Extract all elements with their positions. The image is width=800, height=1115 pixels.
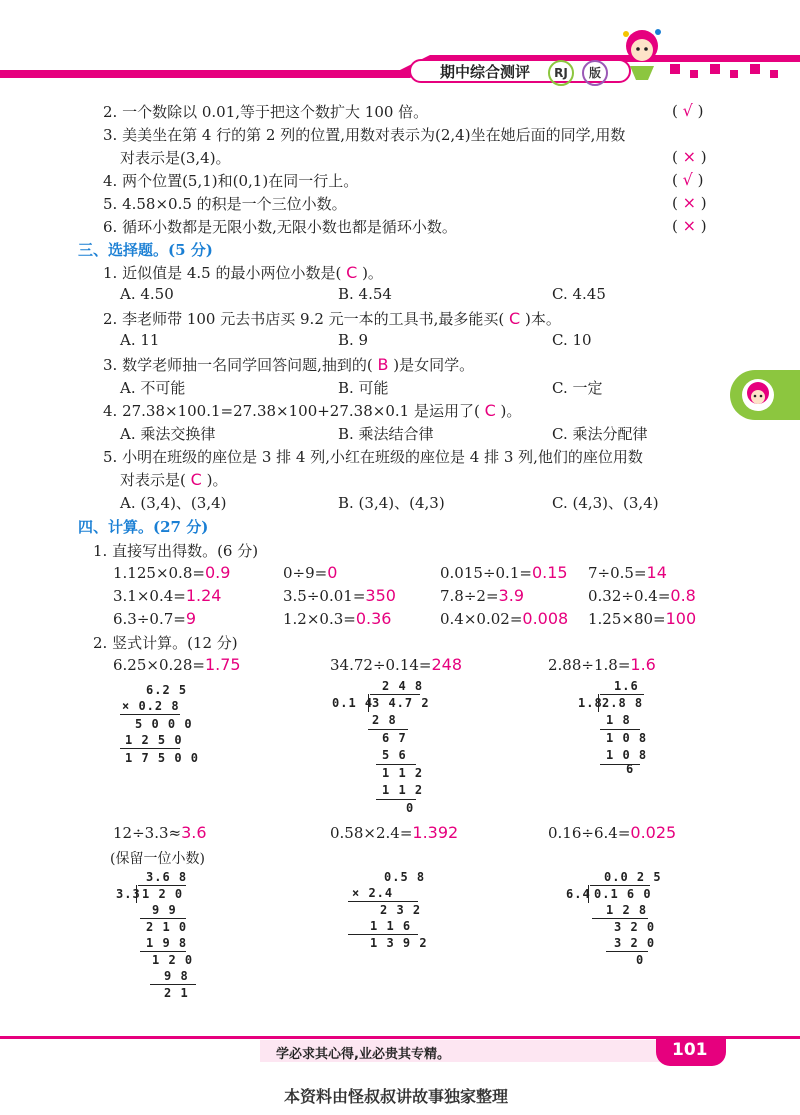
calc-line <box>376 764 416 765</box>
calc-line <box>120 714 180 715</box>
choice-q5-cont: 对表示是( C )。 <box>120 470 228 489</box>
direct-calc-title: 1. 直接写出得数。(6 分) <box>93 542 259 560</box>
judge-mark-4: ( √ ) <box>672 170 704 189</box>
judge-item-4: 4. 两个位置(5,1)和(0,1)在同一行上。 <box>103 172 359 190</box>
calc-line <box>592 918 648 919</box>
calc-line <box>368 729 408 730</box>
footer-motto: 学必求其心得,业必贵其专精。 <box>276 1047 450 1062</box>
direct-item: 3.5÷0.01=350 <box>283 586 396 605</box>
calc-line <box>376 799 416 800</box>
vertical-problem: 34.72÷0.14=248 <box>330 655 463 674</box>
option-a: A. 乘法交换律 <box>120 425 216 443</box>
calc-line <box>348 901 418 902</box>
option-c: C. 10 <box>552 331 592 349</box>
footer-credit: 本资料由怪叔叔讲故事独家整理 <box>284 1087 509 1106</box>
option-a: A. 4.50 <box>120 285 174 303</box>
calc-line <box>370 694 420 695</box>
choice-q1: 1. 近似值是 4.5 的最小两位小数是( C )。 <box>103 263 383 282</box>
judge-mark-6: ( × ) <box>672 216 707 235</box>
choice-q3: 3. 数学老师抽一名同学回答问题,抽到的( B )是女同学。 <box>103 355 475 374</box>
option-b: B. 乘法结合律 <box>338 425 434 443</box>
direct-item: 0.32÷0.4=0.8 <box>588 586 696 605</box>
cross-mark: × <box>682 147 697 166</box>
vertical-problem: 2.88÷1.8=1.6 <box>548 655 656 674</box>
check-mark: √ <box>682 101 693 120</box>
option-a: A. 不可能 <box>120 379 186 397</box>
direct-item: 0.015÷0.1=0.15 <box>440 563 568 582</box>
calc-line <box>140 918 186 919</box>
direct-item: 6.3÷0.7=9 <box>113 609 197 628</box>
option-b: B. 9 <box>338 331 369 349</box>
judge-mark-2: ( √ ) <box>672 101 704 120</box>
badge-rj: RJ <box>548 60 574 86</box>
section-title-choice: 三、选择题。(5 分) <box>78 241 213 259</box>
calc-line <box>120 748 180 749</box>
direct-item: 3.1×0.4=1.24 <box>113 586 222 605</box>
calc-line <box>138 885 186 886</box>
calc-line <box>606 951 648 952</box>
option-c: C. 4.45 <box>552 285 606 303</box>
judge-item-5: 5. 4.58×0.5 的积是一个三位小数。 <box>103 195 347 213</box>
badge-ban: 版 <box>582 60 608 86</box>
mascot-icon <box>612 20 672 82</box>
judge-item-3: 3. 美美坐在第 4 行的第 2 列的位置,用数对表示为(2,4)坐在她后面的同学,用数 <box>103 126 626 144</box>
judge-mark-3: ( × ) <box>672 147 707 166</box>
direct-item: 1.25×80=100 <box>588 609 697 628</box>
direct-item: 0÷9=0 <box>283 563 338 582</box>
calc-line <box>150 984 196 985</box>
vertical-calc-title: 2. 竖式计算。(12 分) <box>93 634 238 652</box>
calc-line <box>348 934 418 935</box>
direct-item: 1.2×0.3=0.36 <box>283 609 392 628</box>
judge-item-2: 2. 一个数除以 0.01,等于把这个数扩大 100 倍。 <box>103 103 429 121</box>
calc-line <box>600 729 640 730</box>
option-c: C. (4,3)、(3,4) <box>552 494 659 512</box>
choice-q5: 5. 小明在班级的座位是 3 排 4 列,小红在班级的座位是 4 排 3 列,他们的座位用数 <box>103 448 643 466</box>
page-number: 101 <box>672 1040 708 1060</box>
judge-item-6: 6. 循环小数都是无限小数,无限小数也都是循环小数。 <box>103 218 457 236</box>
calc-line <box>590 885 650 886</box>
cross-mark: × <box>682 193 697 212</box>
direct-item: 0.4×0.02=0.008 <box>440 609 569 628</box>
vertical-problem: 6.25×0.28=1.75 <box>113 655 241 674</box>
option-a: A. 11 <box>120 331 160 349</box>
section-title-calc: 四、计算。(27 分) <box>78 518 209 536</box>
option-a: A. (3,4)、(3,4) <box>120 494 227 512</box>
vertical-problem: 0.58×2.4=1.392 <box>330 823 459 842</box>
calc-line <box>600 694 644 695</box>
choice-q4: 4. 27.38×100.1=27.38×100+27.38×0.1 是运用了( C )。 <box>103 401 522 420</box>
cross-mark: × <box>682 216 697 235</box>
check-mark: √ <box>682 170 693 189</box>
mascot-face-icon <box>738 375 778 415</box>
header-ribbon <box>0 0 800 95</box>
direct-item: 1.125×0.8=0.9 <box>113 563 231 582</box>
option-c: C. 乘法分配律 <box>552 425 648 443</box>
option-c: C. 一定 <box>552 379 603 397</box>
vertical-problem: 0.16÷6.4=0.025 <box>548 823 677 842</box>
vertical-problem: 12÷3.3≈3.6 <box>113 823 207 842</box>
choice-q2: 2. 李老师带 100 元去书店买 9.2 元一本的工具书,最多能买( C )本。 <box>103 309 561 328</box>
direct-item: 7.8÷2=3.9 <box>440 586 524 605</box>
round-note: (保留一位小数) <box>110 851 205 867</box>
calc-line <box>140 951 186 952</box>
direct-item: 7÷0.5=14 <box>588 563 667 582</box>
option-b: B. 4.54 <box>338 285 392 303</box>
judge-item-3-cont: 对表示是(3,4)。 <box>120 149 231 167</box>
header-bar <box>0 0 800 95</box>
option-b: B. 可能 <box>338 379 389 397</box>
header-title: 期中综合测评 <box>440 63 531 81</box>
judge-mark-5: ( × ) <box>672 193 707 212</box>
side-tab <box>730 370 800 420</box>
option-b: B. (3,4)、(4,3) <box>338 494 445 512</box>
